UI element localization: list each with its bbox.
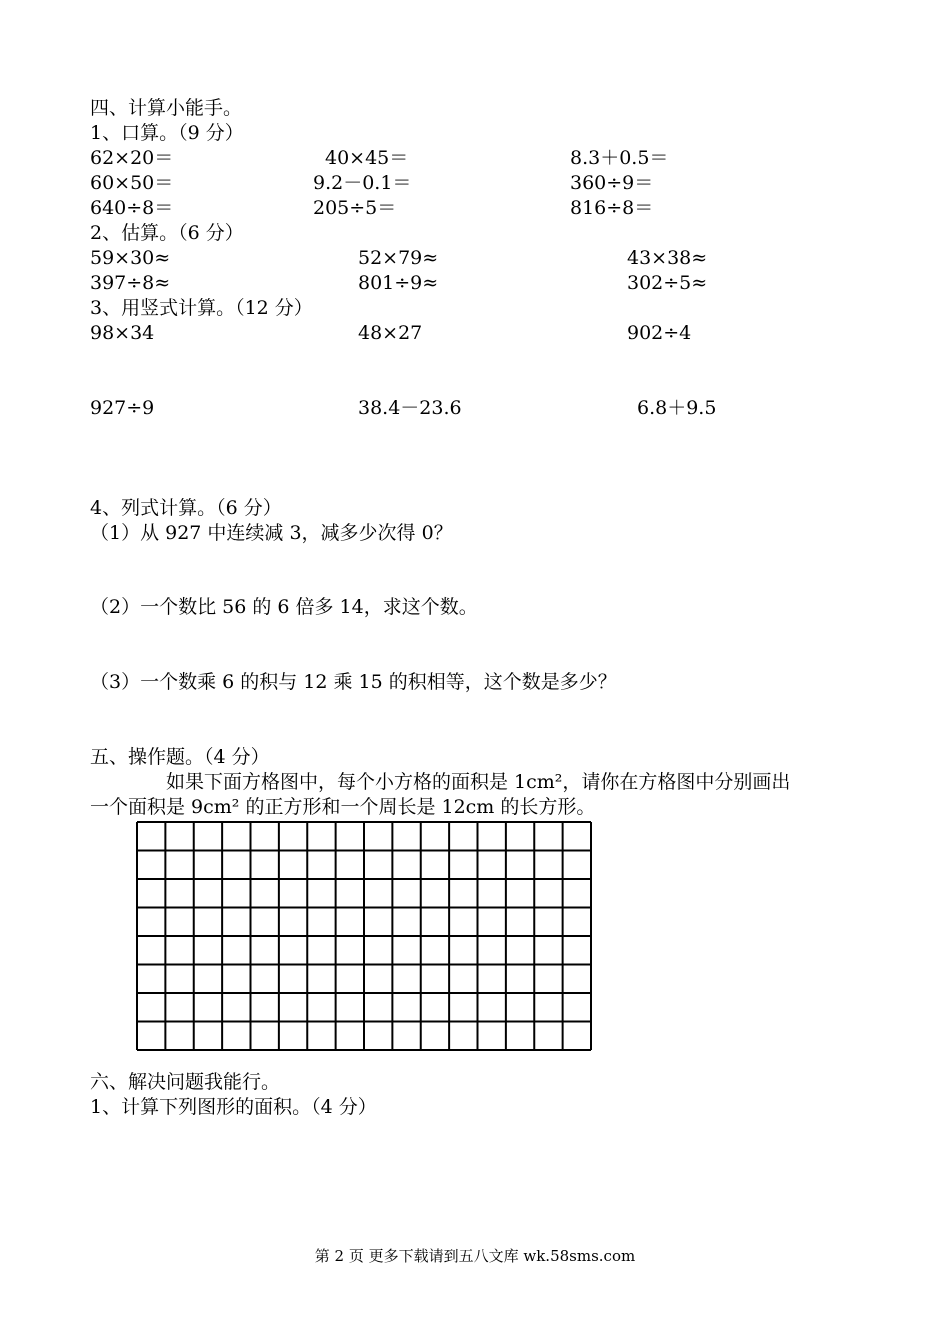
estimate-item: 52×79≈ [358, 247, 439, 269]
oral-item: 9.2－0.1＝ [313, 172, 412, 194]
vertical-item: 98×34 [90, 322, 155, 344]
formula-q1: （1）从 927 中连续减 3，减多少次得 0？ [90, 522, 453, 544]
oral-item: 40×45＝ [325, 147, 409, 169]
section5-title: 五、操作题。（4 分） [90, 746, 270, 768]
estimate-item: 43×38≈ [627, 247, 708, 269]
formula-q2: （2）一个数比 56 的 6 倍多 14，求这个数。 [90, 596, 478, 618]
vertical-item: 48×27 [358, 322, 423, 344]
vertical-item: 6.8＋9.5 [637, 397, 717, 419]
oral-item: 62×20＝ [90, 147, 174, 169]
section5-text2: 一个面积是 9cm² 的正方形和一个周长是 12cm 的长方形。 [90, 796, 596, 818]
oral-item: 60×50＝ [90, 172, 174, 194]
oral-item: 816÷8＝ [570, 197, 654, 219]
estimate-item: 302÷5≈ [627, 272, 708, 294]
oral-title: 1、口算。（9 分） [90, 122, 244, 144]
section4-title: 四、计算小能手。 [90, 97, 243, 119]
oral-item: 205÷5＝ [313, 197, 397, 219]
oral-item: 640÷8＝ [90, 197, 174, 219]
estimate-title: 2、估算。（6 分） [90, 222, 244, 244]
oral-item: 360÷9＝ [570, 172, 654, 194]
page-footer: 第 2 页 更多下载请到五八文库 wk.58sms.com [314, 1247, 636, 1265]
vertical-item: 902÷4 [627, 322, 692, 344]
formula-q3: （3）一个数乘 6 的积与 12 乘 15 的积相等，这个数是多少？ [90, 671, 617, 693]
formula-title: 4、列式计算。（6 分） [90, 497, 282, 519]
vertical-title: 3、用竖式计算。（12 分） [90, 297, 313, 319]
estimate-item: 59×30≈ [90, 247, 171, 269]
oral-item: 8.3＋0.5＝ [570, 147, 669, 169]
section6-title: 六、解决问题我能行。 [90, 1071, 281, 1093]
estimate-item: 801÷9≈ [358, 272, 439, 294]
section6-q1: 1、计算下列图形的面积。（4 分） [90, 1096, 377, 1118]
vertical-item: 927÷9 [90, 397, 155, 419]
estimate-item: 397÷8≈ [90, 272, 171, 294]
square-grid[interactable] [135, 820, 593, 1052]
section5-text1: 如果下面方格图中，每个小方格的面积是 1cm²，请你在方格图中分别画出 [166, 771, 791, 793]
vertical-item: 38.4－23.6 [358, 397, 462, 419]
